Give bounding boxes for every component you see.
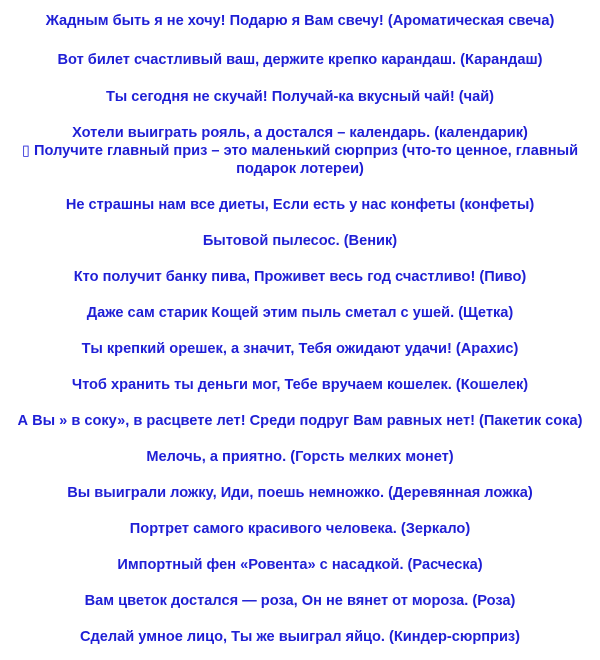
prize-line-beer: Кто получит банку пива, Проживет весь год счастливо! (Пиво)	[73, 269, 527, 285]
prize-line-mirror: Портрет самого красивого человека. (Зеркало)	[129, 521, 471, 537]
prize-line-calendar: Хотели выиграть рояль, а достался – календарь. (календарик)	[72, 125, 528, 141]
prize-line-rose: Вам цветок достался — роза, Он не вянет от мороза. (Роза)	[84, 593, 516, 609]
prize-line-kinder: Сделай умное лицо, Ты же выиграл яйцо. (Киндер-сюрприз)	[79, 629, 521, 645]
prize-line-wallet: Чтоб хранить ты деньги мог, Тебе вручаем кошелек. (Кошелек)	[71, 377, 529, 393]
prize-line-comb: Импортный фен «Ровента» с насадкой. (Расческа)	[117, 557, 483, 573]
prize-line-broom: Бытовой пылесос. (Веник)	[202, 233, 398, 249]
prize-line-peanuts: Ты крепкий орешек, а значит, Тебя ожидают удачи! (Арахис)	[81, 341, 519, 357]
prize-line-spoon: Вы выиграли ложку, Иди, поешь немножко. (Деревянная ложка)	[67, 485, 533, 501]
prize-line-tea: Ты сегодня не скучай! Получай-ка вкусный чай! (чай)	[105, 89, 495, 105]
prize-line-brush: Даже сам старик Кощей этим пыль сметал с ушей. (Щетка)	[86, 305, 514, 321]
prize-line-main-prize-cont: подарок лотереи)	[236, 161, 364, 177]
prize-line-candy: Не страшны нам все диеты, Если есть у нас конфеты (конфеты)	[65, 197, 535, 213]
prize-line-coins: Мелочь, а приятно. (Горсть мелких монет)	[146, 449, 454, 465]
prize-line-pencil: Вот билет счастливый ваш, держите крепко карандаш. (Карандаш)	[57, 52, 543, 68]
prize-line-juice: А Вы » в соку», в расцвете лет! Среди подруг Вам равных нет! (Пакетик сока)	[17, 413, 583, 429]
prize-line-candle: Жадным быть я не хочу! Подарю я Вам свечу! (Ароматическая свеча)	[45, 13, 555, 29]
prize-line-main-prize: ▯ Получите главный приз – это маленький сюрприз (что-то ценное, главный	[21, 143, 579, 159]
